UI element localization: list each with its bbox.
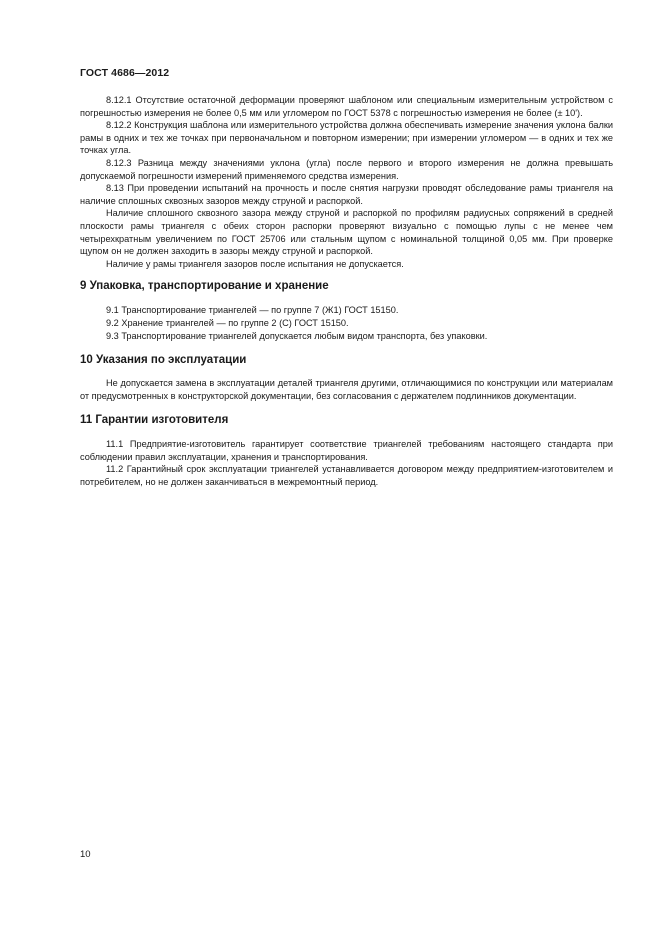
paragraph-8-12-1: 8.12.1 Отсутствие остаточной деформации проверяют шаблоном или специальным измерительным устройством с погрешностью измерения не более 0,5 мм или угломером по ГОСТ 5378 с погрешностью измерения не более (± 10').: [80, 95, 613, 118]
paragraph-8-12-3: 8.12.3 Разница между значениями уклона (угла) после первого и второго измерения не должна превышать допускаемой погрешности измерений применяемого средства измерения.: [80, 157, 613, 181]
paragraph-8-13-conclusion: Наличие у рамы триангеля зазоров после испытания не допускается.: [106, 258, 404, 269]
paragraph-9-1: 9.1 Транспортирование триангелей — по группе 7 (Ж1) ГОСТ 15150.: [106, 305, 399, 316]
paragraph-9-3: 9.3 Транспортирование триангелей допускается любым видом транспорта, без упаковки.: [106, 330, 488, 341]
document-header: ГОСТ 4686—2012: [80, 67, 170, 79]
paragraph-8-13-gap-check: Наличие сплошного сквозного зазора между струной и распоркой по профилям радиусных сопряжений в средней плоскости рамы триангеля с обеих сторон распорки проверяют визуально с помощью лупы с не менее чем четырехкратным увеличением по ГОСТ 25706 или стальным щупом с номинальной толщиной 0,05 мм. При проверке щупом он не должен заходить в зазоры между струной и распоркой.: [80, 208, 613, 257]
paragraph-9-2: 9.2 Хранение триангелей — по группе 2 (С) ГОСТ 15150.: [106, 317, 349, 328]
section-heading-11: 11 Гарантии изготовителя: [80, 414, 229, 427]
paragraph-10: Не допускается замена в эксплуатации деталей триангеля другими, отличающимися по конструкции или материалам от предусмотренных в конструкторской документации, без согласования с держателем подлинников документации.: [80, 378, 613, 401]
section-heading-9: 9 Упаковка, транспортирование и хранение: [80, 280, 329, 293]
page-number: 10: [80, 849, 91, 860]
document-body: [80, 94, 613, 489]
paragraph-11-1: 11.1 Предприятие-изготовитель гарантирует соответствие триангелей требованиям настоящего стандарта при соблюдении правил эксплуатации, хранения и транспортирования.: [80, 439, 613, 462]
paragraph-11-2: 11.2 Гарантийный срок эксплуатации триангелей устанавливается договором между предприятием-изготовителем и потребителем, но не должен заканчиваться в межремонтный период.: [80, 464, 613, 488]
paragraph-8-13: 8.13 При проведении испытаний на прочность и после снятия нагрузки проводят обследование рамы триангеля на наличие сплошных сквозных зазоров между струной и распоркой.: [80, 183, 613, 206]
section-heading-10: 10 Указания по эксплуатации: [80, 354, 247, 367]
paragraph-8-12-2: 8.12.2 Конструкция шаблона или измерительного устройства должна обеспечивать измерение значения уклона балки рамы в одних и тех же точках при первоначальном и повторном измерении; при измерении угломером — в одних и тех же точках угла.: [80, 120, 613, 156]
